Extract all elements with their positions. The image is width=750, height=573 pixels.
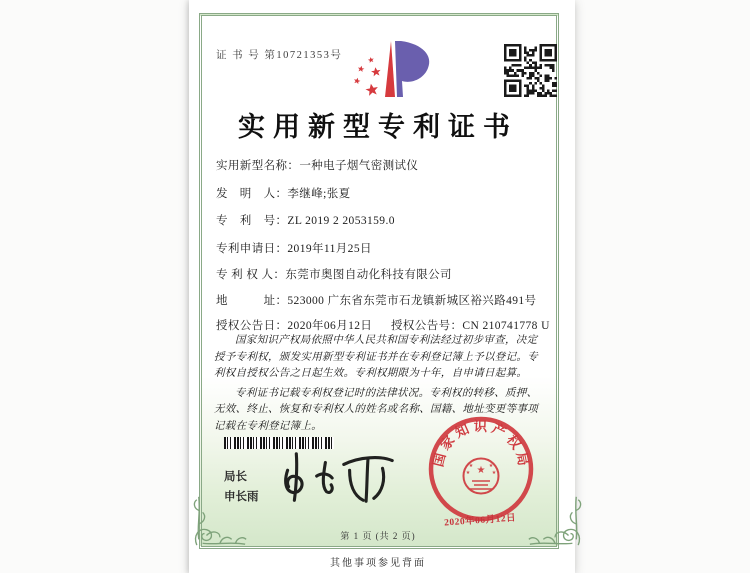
field-row-inventors [216,185,550,201]
field-value: 2019年11月25日 [287,243,372,255]
certificate-title: 实用新型专利证书 [238,112,518,142]
field-label: 授权公告号： [391,320,463,332]
field-row-utility-model-name [216,157,550,173]
legal-paragraph-1: 国家知识产权局依照中华人民共和国专利法经过初步审查，决定授予专利权，颁发实用新型专利证书并在专利登记簿上予以登记。专利权自授权公告之日起生效。专利权期限为十年，自申请日起算。 [214,335,538,380]
director-signature-icon [273,447,401,509]
field-label: 专 利 权 人： [216,269,286,281]
director-title: 局长 [224,471,247,483]
field-value: 东莞市奥图自动化科技有限公司 [285,269,452,281]
svg-text:★: ★ [488,464,494,469]
corner-flourish-icon [191,491,249,551]
field-label: 发 明 人： [216,188,288,200]
field-row-grant-number [391,317,550,333]
field-value: CN 210741778 U [462,320,550,332]
cnipa-logo-icon [347,37,439,103]
official-seal-icon [423,414,541,532]
svg-text:★: ★ [476,465,486,476]
svg-text:★: ★ [468,464,474,469]
field-row-patent-number [216,212,550,228]
seal-arc-text: 国家知识产权局 [430,418,532,471]
field-label: 地 址： [216,295,288,307]
field-value: 523000 广东省东莞市石龙镇新城区裕兴路491号 [287,295,537,307]
page-number-note: 第 1 页 (共 2 页) [340,531,416,541]
field-row-address [216,292,550,308]
field-label: 实用新型名称： [216,160,300,172]
field-row-application-date [216,240,550,256]
field-value: ZL 2019 2 2053159.0 [287,215,395,227]
field-row-grant-date [216,317,372,333]
field-label: 专利申请日： [216,243,288,255]
field-label: 专 利 号： [216,215,288,227]
svg-text:国家知识产权局 [430,418,532,471]
field-value: 一种电子烟气密测试仪 [299,160,419,172]
field-value: 李继峰;张夏 [287,188,351,200]
svg-text:★: ★ [465,471,471,476]
certificate-number: 证 书 号 第10721353号 [216,50,343,61]
back-side-note: 其他事项参见背面 [330,558,426,569]
legal-paragraph-2: 专利证书记载专利权登记时的法律状况。专利权的转移、质押、无效、终止、恢复和专利权人的姓名或名称、国籍、地址变更等事项记载在专利登记簿上。 [214,387,538,432]
qr-code-icon [504,44,557,97]
svg-text:★: ★ [491,471,497,476]
field-value: 2020年06月12日 [287,320,373,332]
field-label: 授权公告日： [216,320,288,332]
director-name: 申长雨 [224,491,259,503]
seal-date: 2020年06月12日 [443,513,517,529]
field-row-patentee [216,266,550,282]
